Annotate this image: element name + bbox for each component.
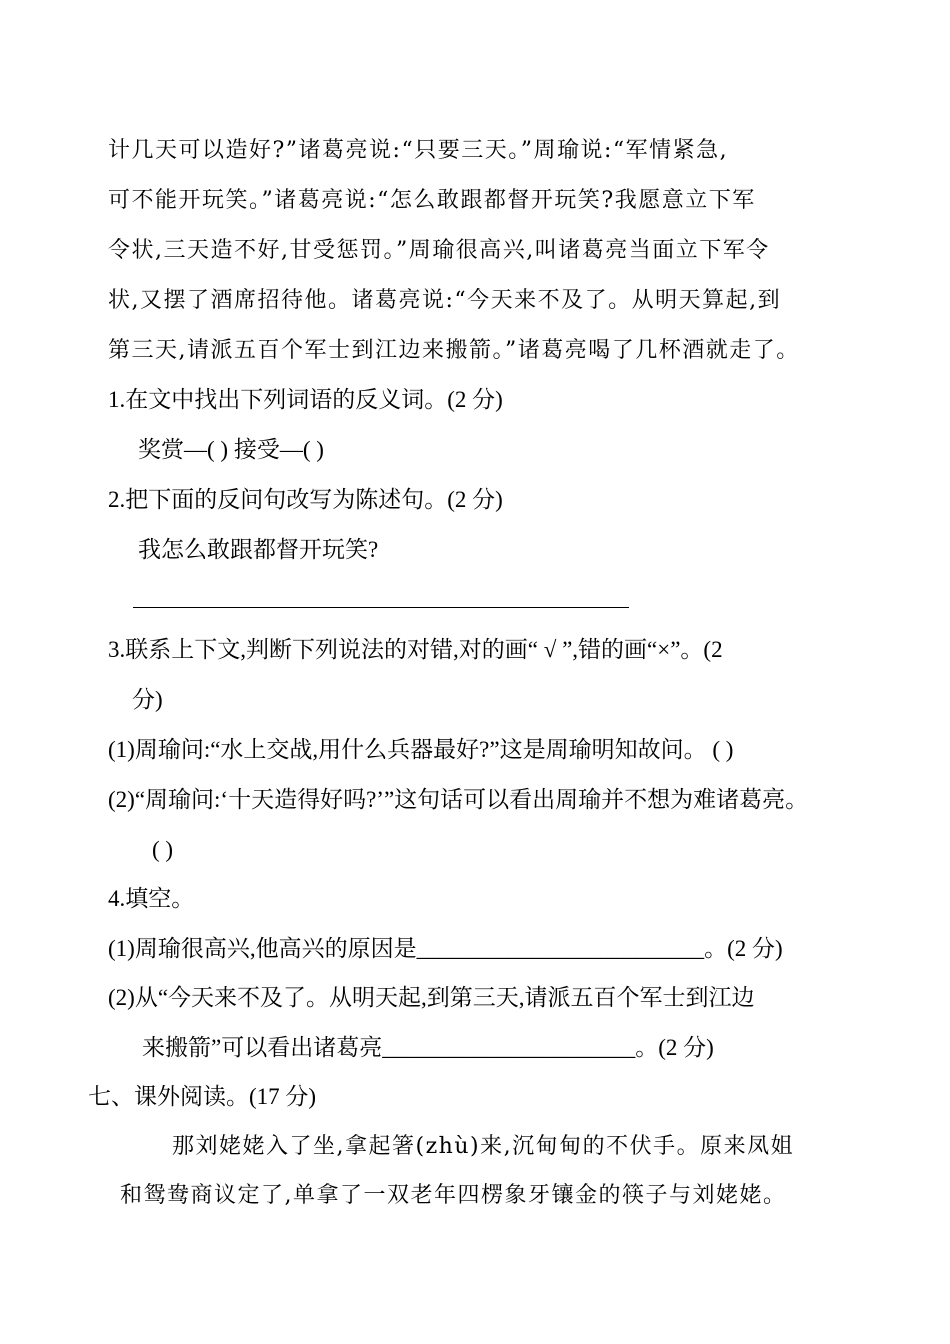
question-3-title-cont: 分) bbox=[132, 687, 163, 712]
passage-line-4: 状,又摆了酒席招待他。诸葛亮说:“今天来不及了。从明天算起,到 bbox=[108, 288, 782, 313]
question-2-sentence: 我怎么敢跟都督开玩笑? bbox=[138, 537, 379, 562]
question-3-item-1: (1)周瑜问:“水上交战,用什么兵器最好?”这是周瑜明知故问。 ( ) bbox=[108, 737, 734, 762]
question-4-title: 4.填空。 bbox=[108, 886, 195, 911]
passage-line-3: 令状,三天造不好,甘受惩罚。”周瑜很高兴,叫诸葛亮当面立下军令 bbox=[108, 238, 770, 263]
question-4-item-2-line-1: (2)从“今天来不及了。从明天起,到第三天,请派五百个军士到江边 bbox=[108, 985, 755, 1010]
question-3-title: 3.联系上下文,判断下列说法的对错,对的画“ √ ”,错的画“×”。(2 bbox=[108, 637, 723, 662]
question-2-title: 2.把下面的反问句改写为陈述句。(2 分) bbox=[108, 487, 503, 512]
reading-line-1: 那刘姥姥入了坐,拿起箸(zhù)来,沉甸甸的不伏手。原来凤姐 bbox=[172, 1134, 795, 1159]
question-3-item-2-paren: ( ) bbox=[152, 837, 174, 862]
passage-line-1: 计几天可以造好?”诸葛亮说:“只要三天。”周瑜说:“军情紧急, bbox=[108, 138, 729, 163]
reading-line-2: 和鸳鸯商议定了,单拿了一双老年四楞象牙镶金的筷子与刘姥姥。 bbox=[120, 1183, 787, 1208]
passage-line-5: 第三天,请派五百个军士到江边来搬箭。”诸葛亮喝了几杯酒就走了。 bbox=[108, 338, 800, 363]
question-3-item-2: (2)“周瑜问:‘十天造得好吗?’”这句话可以看出周瑜并不想为难诸葛亮。 bbox=[108, 787, 809, 812]
question-4-item-2-line-2: 来搬箭”可以看出诸葛亮______________________。(2 分) bbox=[142, 1035, 714, 1060]
section-7-heading: 七、课外阅读。(17 分) bbox=[88, 1084, 317, 1109]
passage-line-2: 可不能开玩笑。”诸葛亮说:“怎么敢跟都督开玩笑?我愿意立下军 bbox=[108, 188, 756, 213]
question-1-antonym-blanks: 奖赏—( ) 接受—( ) bbox=[138, 437, 324, 462]
question-1-title: 1.在文中找出下列词语的反义词。(2 分) bbox=[108, 387, 503, 412]
question-4-item-1: (1)周瑜很高兴,他高兴的原因是_________________________。(2 分) bbox=[108, 936, 783, 961]
answer-line bbox=[133, 607, 629, 608]
